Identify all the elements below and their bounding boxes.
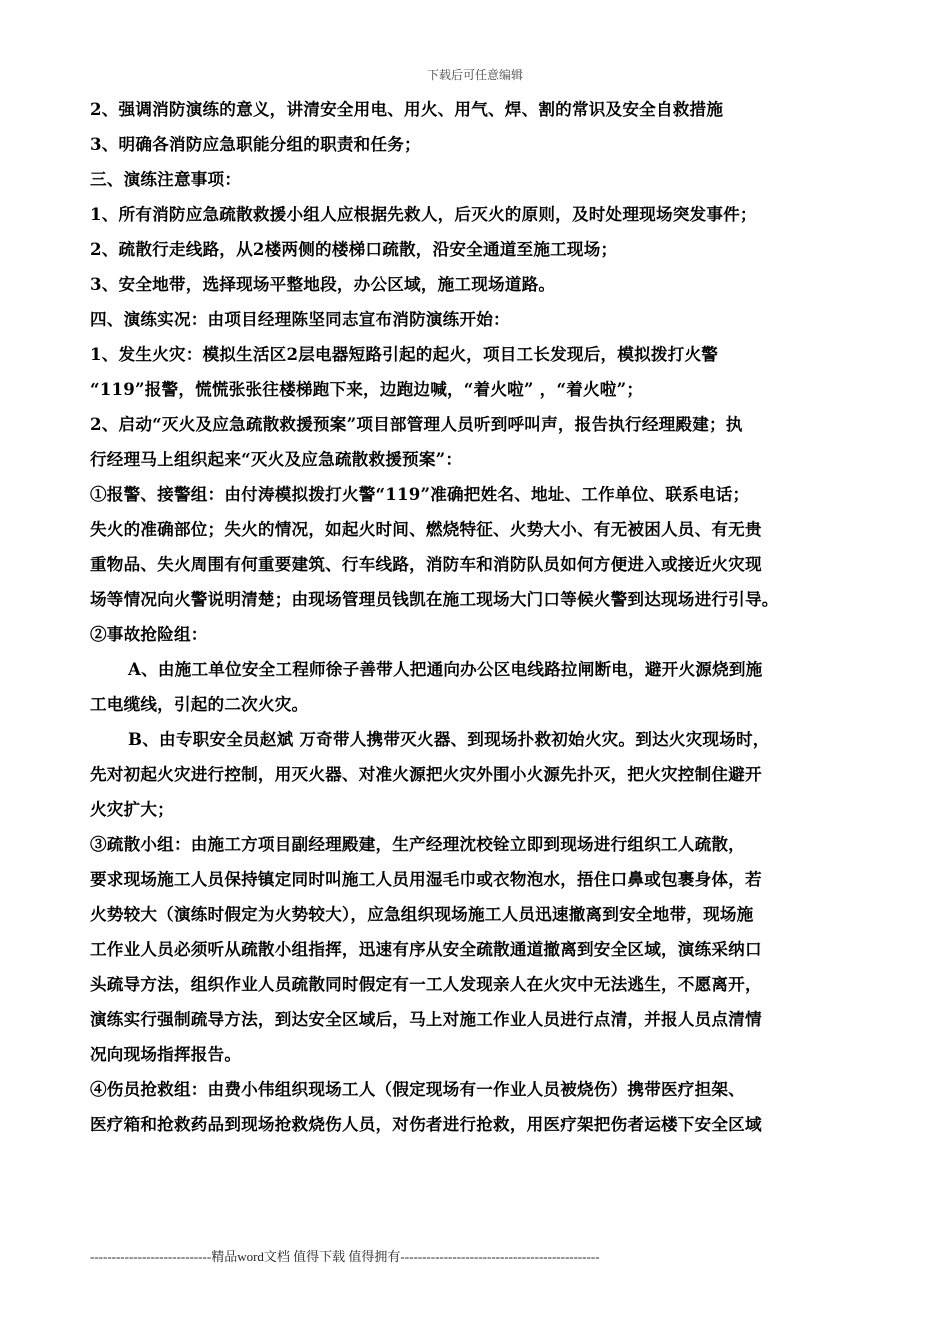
- text-line: ②事故抢险组：: [90, 624, 208, 644]
- text-line: 工电缆线，引起的二次火灾。: [90, 694, 309, 714]
- text-line: 2、启动“灭火及应急疏散救援预案”项目部管理人员听到呼叫声，报告执行经理殿建；执: [90, 414, 743, 434]
- text-line: 三、演练注意事项：: [90, 169, 242, 189]
- text-line: 火势较大（演练时假定为火势较大），应急组织现场施工人员迅速撤离到安全地带，现场施: [90, 904, 754, 924]
- text-line: 工作业人员必须听从疏散小组指挥，迅速有序从安全疏散通道撤离到安全区域，演练采纳口: [90, 939, 762, 959]
- text-line: 重物品、失火周围有何重要建筑、行车线路，消防车和消防队员如何方便进入或接近火灾现: [90, 554, 762, 574]
- text-line: 头疏导方法，组织作业人员疏散同时假定有一工人发现亲人在火灾中无法逃生，不愿离开，: [90, 974, 762, 994]
- text-line: 行经理马上组织起来“灭火及应急疏散救援预案”：: [90, 449, 463, 469]
- text-line: 场等情况向火警说明清楚；由现场管理员钱凯在施工现场大门口等候火警到达现场进行引导。: [90, 589, 779, 609]
- text-line: 要求现场施工人员保持镇定同时叫施工人员用湿毛巾或衣物泡水，捂住口鼻或包裹身体，若: [90, 869, 762, 889]
- text-line: ④伤员抢救组：由费小伟组织现场工人（假定现场有一作业人员被烧伤）携带医疗担架、: [90, 1079, 745, 1099]
- text-line: 2、强调消防演练的意义，讲清安全用电、用火、用气、焊、割的常识及安全自救措施: [90, 99, 724, 119]
- text-line: 况向现场指挥报告。: [90, 1044, 242, 1064]
- text-line: 2、疏散行走线路，从2楼两侧的楼梯口疏散，沿安全通道至施工现场；: [90, 239, 618, 259]
- text-line: 1、所有消防应急疏散救援小组人应根据先救人，后灭火的原则，及时处理现场突发事件；: [90, 204, 757, 224]
- text-line: 火灾扩大；: [90, 799, 174, 819]
- text-line: 先对初起火灾进行控制，用灭火器、对准火源把火灾外围小火源先扑灭，把火灾控制住避开: [90, 764, 762, 784]
- text-line: 演练实行强制疏导方法，到达安全区域后，马上对施工作业人员进行点清，并报人员点清情: [90, 1009, 762, 1029]
- text-line: “119”报警，慌慌张张往楼梯跑下来，边跑边喊，“着火啦” ，“着火啦”；: [90, 379, 644, 399]
- text-line: 3、明确各消防应急职能分组的职责和任务；: [90, 134, 421, 154]
- text-line: 1、发生火灾：模拟生活区2层电器短路引起的起火，项目工长发现后，模拟拨打火警: [90, 344, 719, 364]
- text-line: 四、演练实况：由项目经理陈坚同志宣布消防演练开始：: [90, 309, 510, 329]
- page-header: 下载后可任意编辑: [426, 68, 523, 82]
- text-line: ③疏散小组：由施工方项目副经理殿建，生产经理沈校铨立即到现场进行组织工人疏散，: [90, 834, 745, 854]
- text-line: 医疗箱和抢救药品到现场抢救烧伤人员，对伤者进行抢救，用医疗架把伤者运楼下安全区域: [90, 1114, 762, 1134]
- page-footer: ----------------------------精品word文档 值得下载 值得拥有----------------------------------------------: [90, 1249, 600, 1264]
- text-line: 失火的准确部位；失火的情况，如起火时间、燃烧特征、火势大小、有无被困人员、有无贵: [90, 519, 762, 539]
- text-line: B、由专职安全员赵斌 万奇带人携带灭火器、到现场扑救初始火灾。到达火灾现场时，: [128, 729, 770, 749]
- document-body: [90, 92, 880, 1142]
- text-line: A、由施工单位安全工程师徐子善带人把通向办公区电线路拉闸断电，避开火源烧到施: [128, 659, 763, 679]
- text-line: ①报警、接警组：由付涛模拟拨打火警“119”准确把姓名、地址、工作单位、联系电话；: [90, 484, 750, 504]
- text-line: 3、安全地带，选择现场平整地段，办公区域，施工现场道路。: [90, 274, 556, 294]
